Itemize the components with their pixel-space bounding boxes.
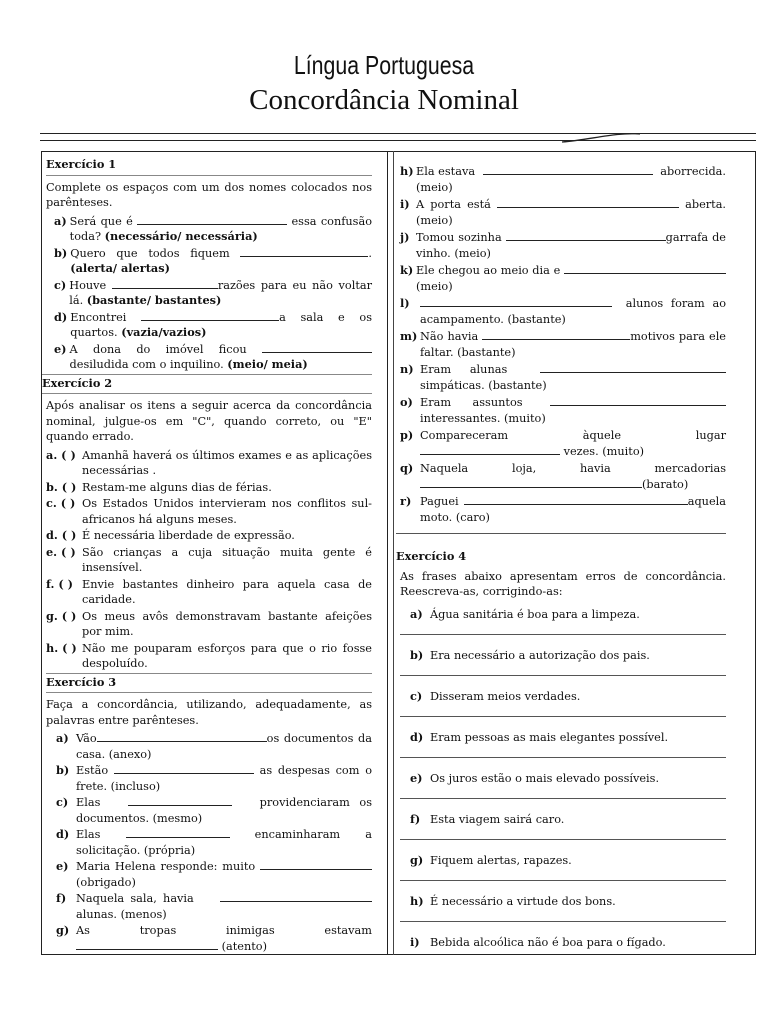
answer-blank[interactable]: [137, 214, 287, 225]
page-title: Língua Portuguesa: [293, 50, 475, 80]
ex4-item[interactable]: b) Era necessário a autorização dos pais.: [400, 644, 726, 676]
answer-blank[interactable]: [540, 362, 726, 373]
ex4-item[interactable]: e) Os juros estão o mais elevado possíveis.: [400, 767, 726, 799]
exercise-2-heading: Exercício 2: [42, 374, 372, 395]
ex3-item: n) Eram alunas simpáticas. (bastante): [400, 362, 726, 393]
header-swash: [560, 128, 660, 146]
page-subtitle: Concordância Nominal: [249, 84, 519, 116]
section-divider: [396, 533, 726, 534]
ex4-item[interactable]: d) Eram pessoas as mais elegantes possível.: [400, 726, 726, 758]
ex2-item: h. ( ) Não me pouparam esforços para que o rio fosse despoluído.: [46, 640, 372, 670]
answer-blank[interactable]: [240, 246, 368, 257]
ex3-item: l) alunos foram ao acampamento. (bastante): [400, 296, 727, 326]
ex1-item: e) A dona do imóvel ficou desiludida com o inquilino. (meio/ meia): [46, 342, 372, 373]
answer-blank[interactable]: [128, 795, 232, 806]
answer-blank[interactable]: [497, 197, 679, 208]
exercise-3-instruction: Faça a concordância, utilizando, adequadamente, as palavras entre parênteses.: [46, 698, 372, 727]
ex3-item: e) Maria Helena responde: muito (obrigado): [46, 859, 372, 890]
answer-blank[interactable]: [420, 477, 642, 488]
ex2-item: f. ( ) Envie bastantes dinheiro para aquela casa de caridade.: [46, 576, 372, 606]
column-divider: [387, 151, 388, 955]
ex4-item[interactable]: c) Disseram meios verdades.: [400, 685, 726, 717]
ex4-item[interactable]: i) Bebida alcoólica não é boa para o fígado.: [410, 934, 666, 949]
answer-blank[interactable]: [482, 329, 630, 340]
ex3-item: d) Elas encaminharam a solicitação. (própria): [56, 827, 372, 857]
ex2-item: g. ( ) Os meus avôs demonstravam bastante afeições por mim.: [46, 608, 372, 638]
ex3-item: h) Ela estava aborrecida. (meio): [400, 164, 727, 194]
answer-blank[interactable]: [506, 230, 666, 241]
column-divider-inner: [393, 151, 394, 955]
ex3-item: m) Não havia motivos para ele faltar. (bastante): [400, 329, 726, 359]
ex3-item: a) Vão os documentos da casa. (anexo): [56, 731, 372, 761]
answer-blank[interactable]: [112, 278, 218, 289]
ex4-item[interactable]: h) É necessário a virtude dos bons.: [400, 890, 726, 922]
ex2-item: e. ( ) São crianças a cuja situação muita gente é insensível.: [46, 544, 372, 574]
ex2-item: d. ( ) É necessária liberdade de expressão.: [46, 528, 295, 542]
ex2-item: b. ( ) Restam-me alguns dias de férias.: [46, 479, 272, 494]
ex3-item: q) Naquela loja, havia mercadorias (barato): [400, 461, 726, 491]
exercise-1-instruction: Complete os espaços com um dos nomes colocados nos parênteses.: [46, 180, 372, 209]
ex3-item: i) A porta está aberta. (meio): [400, 197, 727, 227]
ex3-item: c) Elas providenciaram os documentos. (mesmo): [56, 795, 373, 825]
answer-blank[interactable]: [114, 763, 254, 774]
answer-blank[interactable]: [260, 859, 372, 870]
right-column: [396, 164, 727, 971]
exercise-4-heading: Exercício 4: [396, 549, 467, 563]
answer-blank[interactable]: [141, 310, 279, 321]
answer-blank[interactable]: [76, 939, 218, 950]
ex2-item: c. ( ) Os Estados Unidos intervieram nos conflitos sul-africanos há alguns meses.: [46, 496, 372, 526]
ex3-item: k) Ele chegou ao meio dia e (meio): [400, 263, 726, 294]
answer-blank[interactable]: [126, 827, 230, 838]
left-column: [42, 156, 373, 955]
ex1-item: d) Encontrei a sala e os quartos. (vazia/vazios): [54, 309, 372, 339]
answer-blank[interactable]: [220, 891, 372, 902]
answer-blank[interactable]: [564, 263, 726, 274]
exercise-3-heading: Exercício 3: [46, 673, 372, 694]
ex4-item[interactable]: a) Água sanitária é boa para a limpeza.: [400, 603, 726, 635]
ex3-item: j) Tomou sozinha garrafa de vinho. (meio): [400, 230, 726, 260]
exercise-2-instruction: Após analisar os itens a seguir acerca da concordância nominal, julgue-os em "C", quando correto, ou "E" quando errado.: [46, 399, 372, 443]
ex1-item: c) Houve razões para eu não voltar lá. (bastante/ bastantes): [54, 277, 372, 307]
ex3-item: f) Naquela sala, havia alunas. (menos): [46, 891, 372, 922]
answer-blank[interactable]: [550, 395, 726, 406]
answer-blank[interactable]: [97, 731, 267, 742]
ex3-item: r) Paguei aquela moto. (caro): [400, 494, 726, 524]
ex2-item: a. ( ) Amanhã haverá os últimos exames e as aplicações necessárias .: [46, 447, 372, 477]
ex1-item: b) Quero que todos fiquem . (alerta/ alertas): [54, 245, 372, 275]
answer-blank[interactable]: [262, 342, 372, 353]
answer-blank[interactable]: [420, 296, 612, 307]
answer-blank[interactable]: [483, 164, 653, 175]
ex3-item: p) Compareceram àquele lugar vezes. (muito): [400, 428, 726, 458]
exercise-1-heading: Exercício 1: [46, 156, 372, 176]
exercise-4-instruction: As frases abaixo apresentam erros de concordância. Reescreva-as, corrigindo-as:: [400, 569, 726, 598]
ex4-item[interactable]: f) Esta viagem sairá caro.: [400, 808, 726, 840]
ex3-item: o) Eram assuntos interessantes. (muito): [400, 395, 726, 426]
answer-blank[interactable]: [464, 494, 688, 505]
ex4-item[interactable]: g) Fiquem alertas, rapazes.: [400, 849, 726, 881]
ex1-item: a) Será que é essa confusão toda? (necessário/ necessária): [54, 213, 373, 243]
answer-blank[interactable]: [420, 444, 560, 455]
ex3-item: b) Estão as despesas com o frete. (incluso): [56, 763, 372, 793]
ex3-item: g) As tropas inimigas estavam (atento): [56, 923, 372, 953]
